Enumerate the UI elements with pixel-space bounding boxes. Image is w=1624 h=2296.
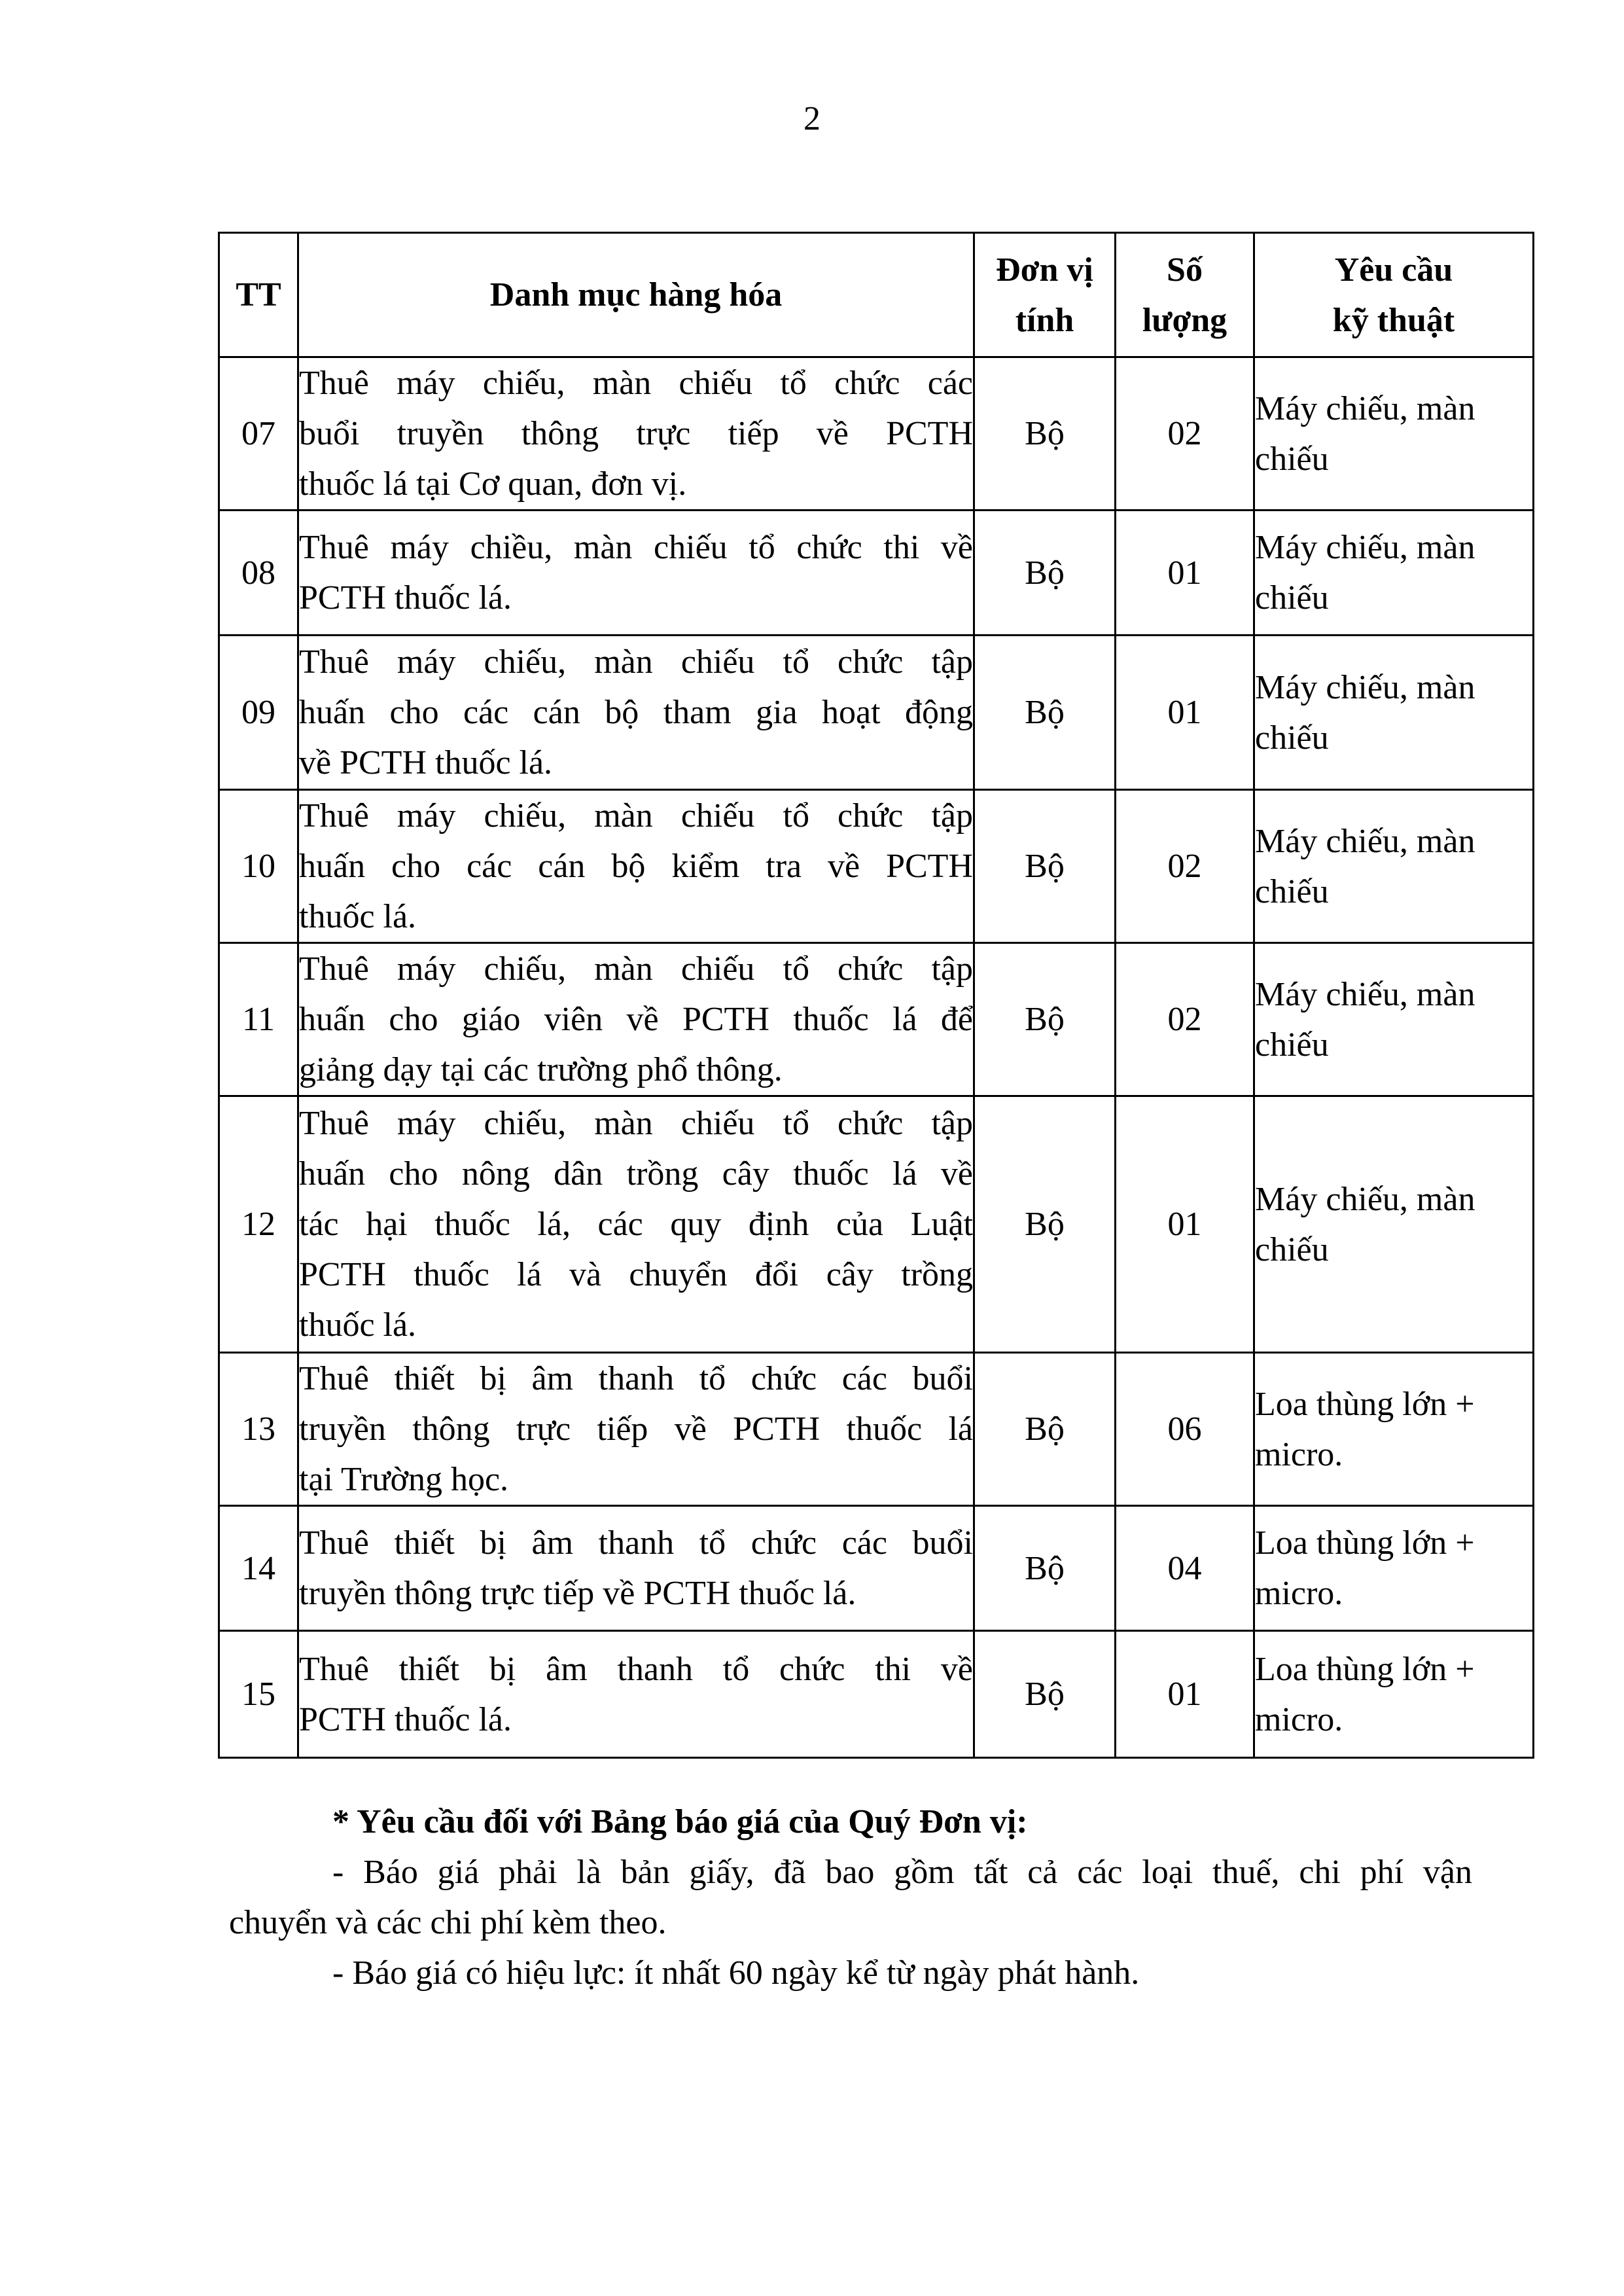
item-description-line: Thuê thiết bị âm thanh tổ chức các buổi (299, 1360, 973, 1397)
item-description-line: truyền thông trực tiếp về PCTH thuốc lá. (299, 1575, 856, 1612)
item-description (298, 790, 974, 943)
unit: Bộ (974, 1506, 1116, 1631)
technical-requirement-line: Máy chiếu, màn (1255, 389, 1475, 427)
item-description-line: Thuê máy chiếu, màn chiếu tổ chức tập (299, 950, 973, 988)
technical-requirement (1254, 790, 1534, 943)
row-number: 15 (219, 1631, 298, 1758)
item-description-line: truyền thông trực tiếp về PCTH thuốc lá (299, 1410, 973, 1448)
item-description (298, 1631, 974, 1758)
technical-requirement-line: Máy chiếu, màn (1255, 1180, 1475, 1218)
header-unit-line: Đơn vị (996, 251, 1093, 289)
technical-requirement-line: chiếu (1255, 1026, 1329, 1064)
header-unit (974, 233, 1116, 357)
table-row (219, 636, 1534, 790)
item-description-line: Thuê máy chiếu, màn chiếu tổ chức tập (299, 643, 973, 681)
notes-item-2: - Báo giá có hiệu lực: ít nhất 60 ngày kể từ ngày phát hành. (332, 1954, 1140, 1992)
item-description-line: huấn cho giáo viên về PCTH thuốc lá để (299, 1001, 973, 1038)
item-description (298, 943, 974, 1096)
table-row (219, 1353, 1534, 1506)
technical-requirement-line: Máy chiếu, màn (1255, 822, 1475, 860)
item-description-line: thuốc lá. (299, 898, 417, 935)
item-description-line: PCTH thuốc lá và chuyển đổi cây trồng (299, 1256, 973, 1293)
item-description-line: Thuê thiết bị âm thanh tổ chức thi về (299, 1650, 973, 1688)
technical-requirement (1254, 1631, 1534, 1758)
row-number: 13 (219, 1353, 298, 1506)
row-number: 14 (219, 1506, 298, 1631)
notes-item-1-line: chuyển và các chi phí kèm theo. (229, 1904, 667, 1941)
table-row (219, 1631, 1534, 1758)
item-description (298, 1353, 974, 1506)
technical-requirement-line: micro. (1255, 1435, 1343, 1473)
unit: Bộ (974, 1096, 1116, 1353)
quantity: 06 (1116, 1353, 1254, 1506)
table-row (219, 943, 1534, 1096)
technical-requirement-line: chiếu (1255, 440, 1329, 478)
item-description-line: huấn cho các cán bộ tham gia hoạt động (299, 694, 973, 731)
item-description-line: thuốc lá. (299, 1306, 417, 1344)
table-row (219, 1506, 1534, 1631)
table-header-row (219, 233, 1534, 357)
technical-requirement (1254, 511, 1534, 636)
header-unit-line: tính (1015, 301, 1074, 339)
item-description-line: thuốc lá tại Cơ quan, đơn vị. (299, 465, 687, 503)
unit: Bộ (974, 943, 1116, 1096)
unit: Bộ (974, 636, 1116, 790)
technical-requirement (1254, 1506, 1534, 1631)
item-description-line: Thuê máy chiếu, màn chiếu tổ chức các (299, 365, 973, 402)
quantity: 01 (1116, 636, 1254, 790)
item-description-line: về PCTH thuốc lá. (299, 744, 553, 781)
technical-requirement-line: micro. (1255, 1700, 1343, 1738)
technical-requirement-line: chiếu (1255, 579, 1329, 617)
technical-requirement-line: chiếu (1255, 1230, 1329, 1268)
technical-requirement-line: Máy chiếu, màn (1255, 975, 1475, 1013)
technical-requirement (1254, 943, 1534, 1096)
quantity: 02 (1116, 943, 1254, 1096)
header-qty-line: lượng (1142, 301, 1227, 339)
notes-heading: * Yêu cầu đối với Bảng báo giá của Quý Đơn vị: (332, 1803, 1028, 1840)
quantity: 01 (1116, 511, 1254, 636)
technical-requirement (1254, 636, 1534, 790)
page-number: 2 (803, 100, 821, 137)
item-description-line: Thuê máy chiếu, màn chiếu tổ chức tập (299, 797, 973, 834)
row-number: 09 (219, 636, 298, 790)
row-number: 07 (219, 357, 298, 511)
item-description (298, 357, 974, 511)
header-qty-line: Số (1167, 251, 1203, 289)
item-description-line: Thuê máy chiều, màn chiếu tổ chức thi về (299, 529, 973, 566)
row-number: 11 (219, 943, 298, 1096)
table-row (219, 1096, 1534, 1353)
technical-requirement (1254, 357, 1534, 511)
goods-table (218, 232, 1534, 1759)
technical-requirement-line: chiếu (1255, 872, 1329, 910)
quantity: 02 (1116, 790, 1254, 943)
item-description-line: Thuê máy chiếu, màn chiếu tổ chức tập (299, 1105, 973, 1142)
header-req-line: kỹ thuật (1332, 301, 1455, 339)
quantity: 01 (1116, 1096, 1254, 1353)
technical-requirement-line: micro. (1255, 1575, 1343, 1612)
item-description-line: giảng dạy tại các trường phổ thông. (299, 1051, 783, 1088)
technical-requirement (1254, 1353, 1534, 1506)
item-description (298, 1096, 974, 1353)
unit: Bộ (974, 1353, 1116, 1506)
item-description (298, 511, 974, 636)
header-qty (1116, 233, 1254, 357)
item-description-line: tác hại thuốc lá, các quy định của Luật (299, 1206, 973, 1243)
table-row (219, 357, 1534, 511)
unit: Bộ (974, 511, 1116, 636)
quantity: 04 (1116, 1506, 1254, 1631)
row-number: 12 (219, 1096, 298, 1353)
technical-requirement-line: chiếu (1255, 719, 1329, 757)
technical-requirement (1254, 1096, 1534, 1353)
unit: Bộ (974, 357, 1116, 511)
item-description-line: PCTH thuốc lá. (299, 1700, 512, 1738)
header-name: Danh mục hàng hóa (298, 233, 974, 357)
notes-item-1-line: - Báo giá phải là bản giấy, đã bao gồm tất cả các loại thuế, chi phí vận (332, 1854, 1472, 1891)
technical-requirement-line: Loa thùng lớn + (1255, 1524, 1475, 1562)
item-description-line: buổi truyền thông trực tiếp về PCTH (299, 415, 973, 452)
quote-requirements (229, 1797, 1472, 1998)
item-description-line: huấn cho nông dân trồng cây thuốc lá về (299, 1155, 973, 1193)
quantity: 02 (1116, 357, 1254, 511)
header-tt: TT (219, 233, 298, 357)
unit: Bộ (974, 1631, 1116, 1758)
unit: Bộ (974, 790, 1116, 943)
item-description (298, 636, 974, 790)
header-req-line: Yêu cầu (1334, 251, 1453, 289)
item-description-line: Thuê thiết bị âm thanh tổ chức các buổi (299, 1524, 973, 1562)
item-description-line: huấn cho các cán bộ kiểm tra về PCTH (299, 848, 973, 885)
row-number: 08 (219, 511, 298, 636)
quantity: 01 (1116, 1631, 1254, 1758)
technical-requirement-line: Loa thùng lớn + (1255, 1385, 1475, 1423)
header-requirements (1254, 233, 1534, 357)
item-description-line: PCTH thuốc lá. (299, 579, 512, 617)
technical-requirement-line: Loa thùng lớn + (1255, 1650, 1475, 1688)
item-description (298, 1506, 974, 1631)
row-number: 10 (219, 790, 298, 943)
technical-requirement-line: Máy chiếu, màn (1255, 529, 1475, 566)
item-description-line: tại Trường học. (299, 1461, 509, 1498)
table-row (219, 790, 1534, 943)
table-row (219, 511, 1534, 636)
technical-requirement-line: Máy chiếu, màn (1255, 668, 1475, 706)
